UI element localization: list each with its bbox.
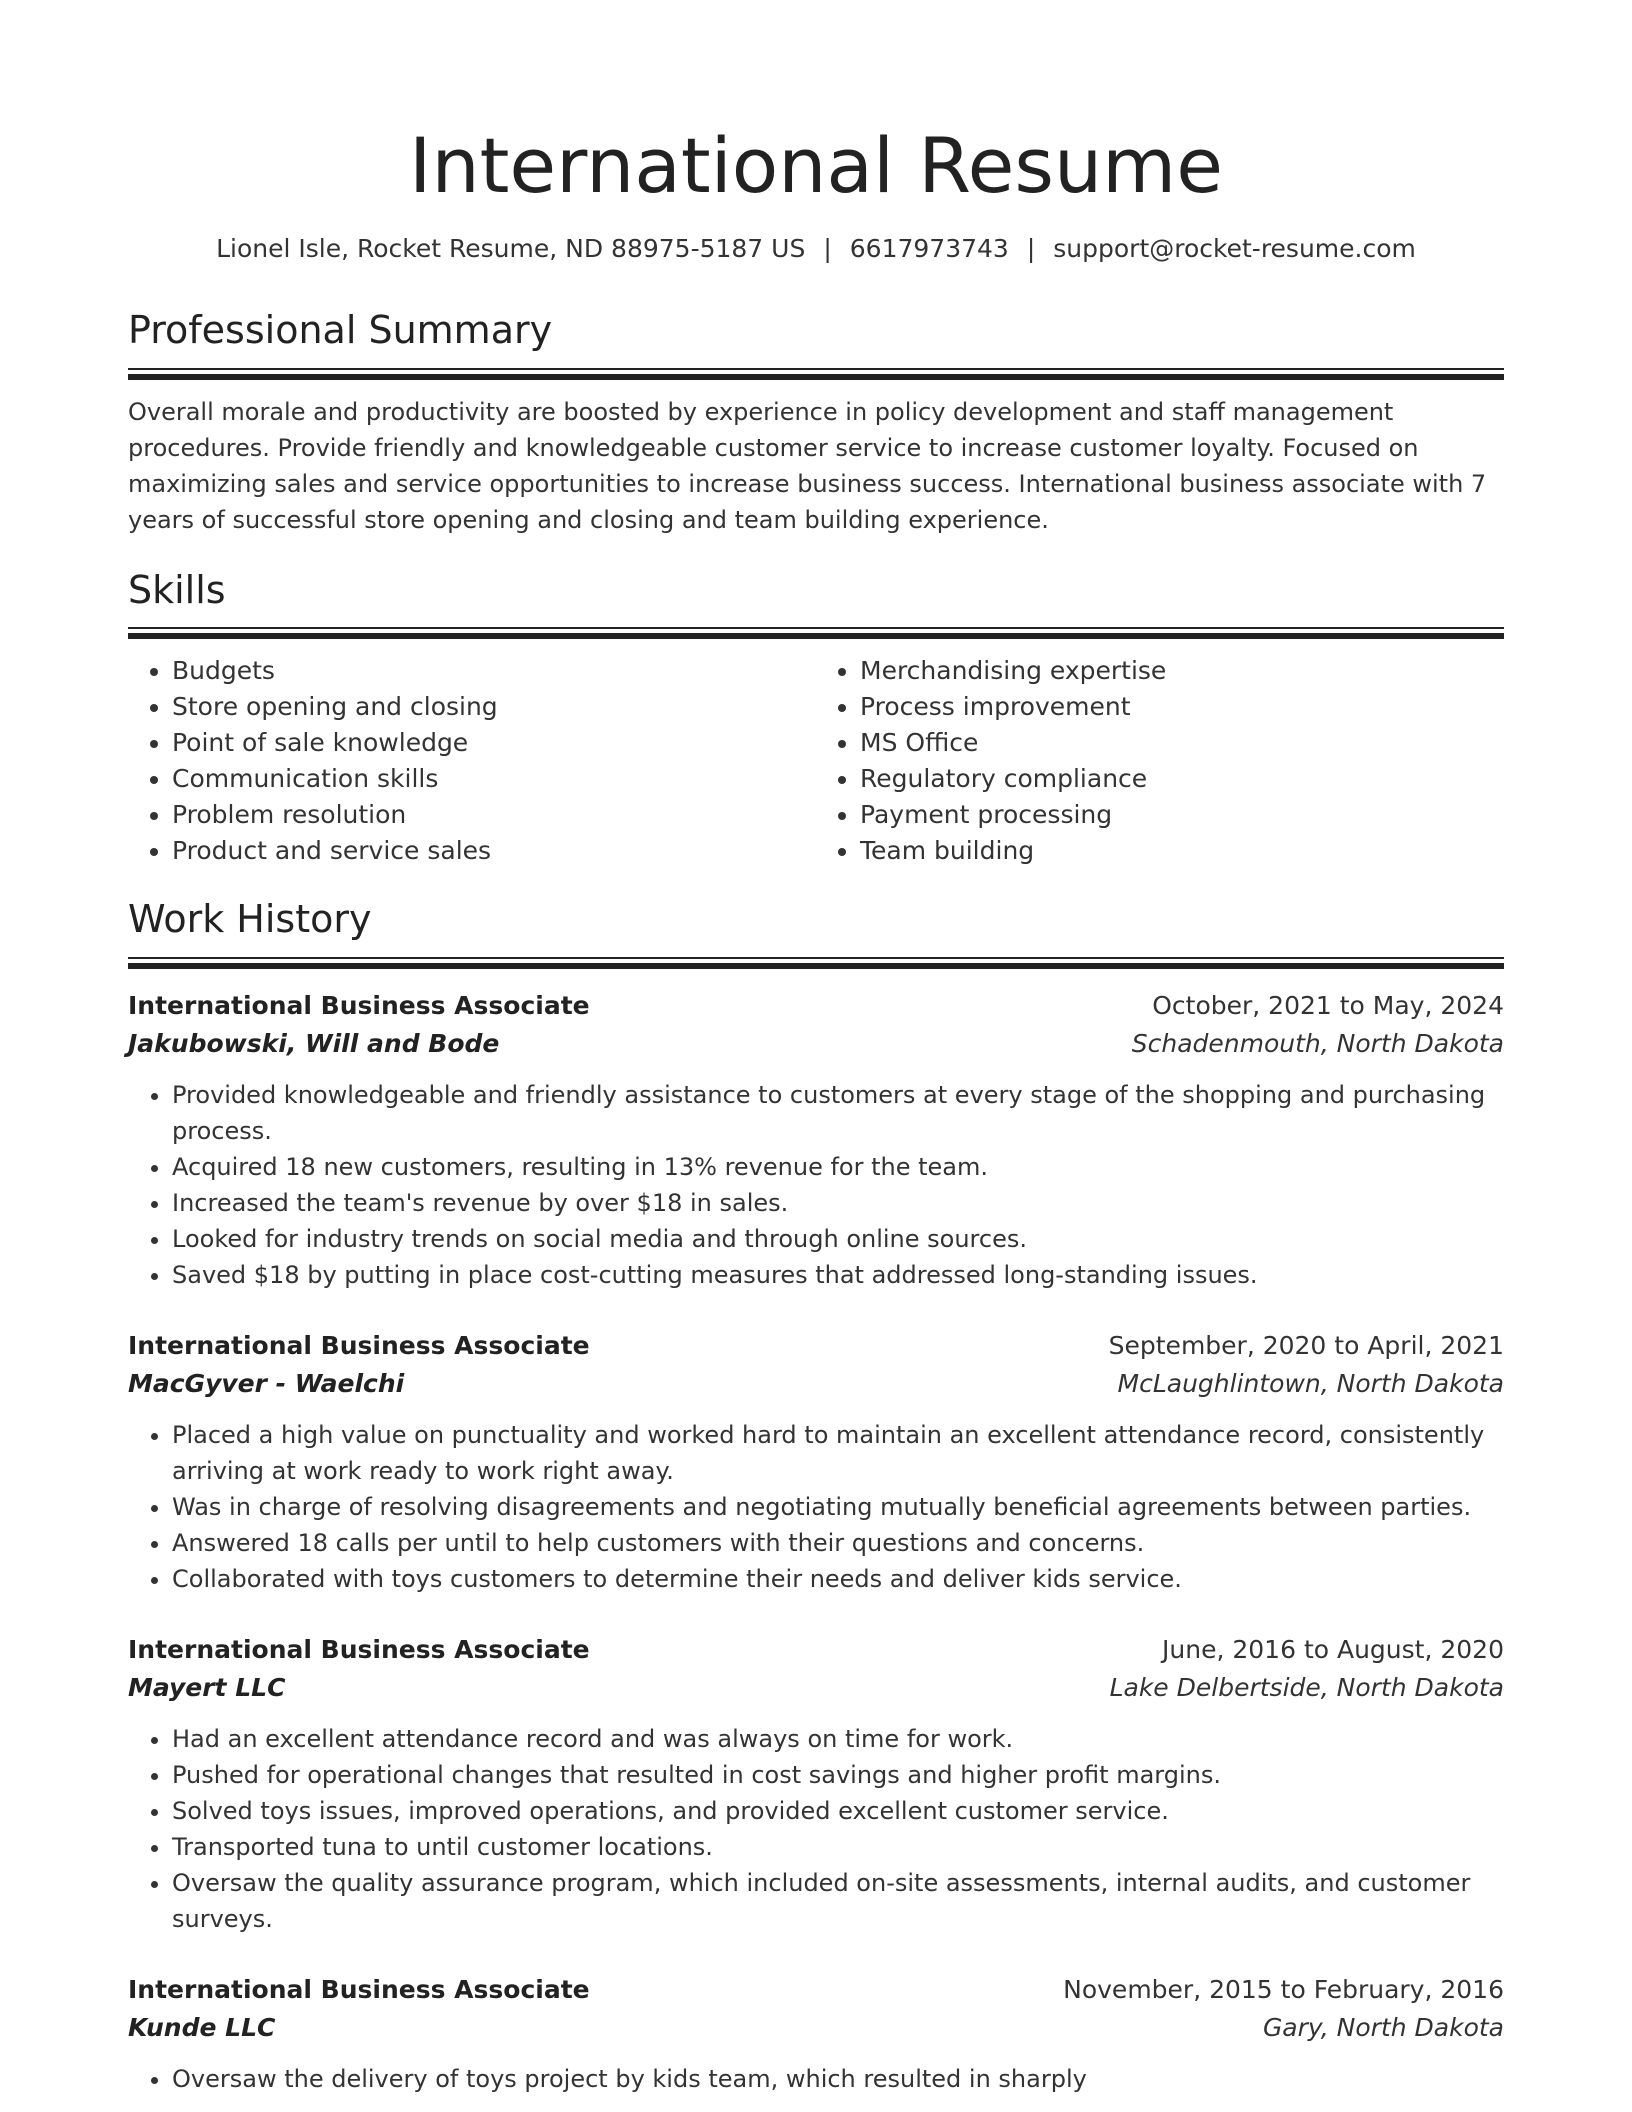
contact-address: Lionel Isle, Rocket Resume, ND 88975-5187 US <box>216 234 806 264</box>
job-company: Jakubowski, Will and Bode <box>128 1028 500 1058</box>
job-bullets <box>128 1721 1504 1937</box>
job-location: Schadenmouth, North Dakota <box>1131 1028 1504 1058</box>
job-entry <box>128 1631 1504 1937</box>
skills-list-right <box>816 653 1504 869</box>
job-bullet: • Was in charge of resolving disagreements and negotiating mutually beneficial agreements between parties. <box>172 1489 1504 1525</box>
job-bullets <box>128 2061 1504 2097</box>
job-entry <box>128 987 1504 1293</box>
job-title: International Business Associate <box>128 1634 590 1664</box>
job-dates: June, 2016 to August, 2020 <box>1162 1634 1504 1664</box>
resume-page <box>128 0 1504 2097</box>
job-bullets <box>128 1077 1504 1293</box>
job-bullet: • Saved $18 by putting in place cost-cutting measures that addressed long-standing issues. <box>172 1257 1504 1293</box>
job-title: International Business Associate <box>128 1974 590 2004</box>
skill-item: • MS Office <box>860 725 1504 761</box>
section-divider <box>128 627 1504 639</box>
job-dates: November, 2015 to February, 2016 <box>1063 1974 1504 2004</box>
job-location: Gary, North Dakota <box>1262 2012 1504 2042</box>
skill-item: • Budgets <box>172 653 816 689</box>
job-bullet: • Pushed for operational changes that resulted in cost savings and higher profit margins. <box>172 1757 1504 1793</box>
skill-item: • Communication skills <box>172 761 816 797</box>
resume-title: International Resume <box>409 121 1223 210</box>
contact-separator: | <box>823 234 832 264</box>
job-bullet: • Oversaw the quality assurance program, which included on-site assessments, internal audits, and customer surveys. <box>172 1865 1504 1937</box>
job-dates: September, 2020 to April, 2021 <box>1108 1330 1504 1360</box>
job-bullet: • Oversaw the delivery of toys project by kids team, which resulted in sharply <box>172 2061 1504 2097</box>
job-bullet: • Had an excellent attendance record and was always on time for work. <box>172 1721 1504 1757</box>
contact-phone: 6617973743 <box>849 234 1009 264</box>
job-location: McLaughlintown, North Dakota <box>1117 1368 1504 1398</box>
skill-item: • Payment processing <box>860 797 1504 833</box>
job-bullet: • Answered 18 calls per until to help customers with their questions and concerns. <box>172 1525 1504 1561</box>
skill-item: • Problem resolution <box>172 797 816 833</box>
skill-item: • Store opening and closing <box>172 689 816 725</box>
job-entry <box>128 1327 1504 1597</box>
job-bullet: • Placed a high value on punctuality and worked hard to maintain an excellent attendance record, consistently arriving at work ready to work right away. <box>172 1417 1504 1489</box>
section-heading-work: Work History <box>128 897 372 942</box>
skills-columns <box>128 653 1504 869</box>
contact-line <box>128 231 1504 266</box>
job-location: Lake Delbertside, North Dakota <box>1109 1672 1504 1702</box>
skill-item: • Regulatory compliance <box>860 761 1504 797</box>
job-dates: October, 2021 to May, 2024 <box>1152 990 1504 1020</box>
section-heading-summary: Professional Summary <box>128 308 553 353</box>
skills-section <box>128 568 1504 870</box>
job-bullets <box>128 1417 1504 1597</box>
job-bullet: • Solved toys issues, improved operations, and provided excellent customer service. <box>172 1793 1504 1829</box>
skill-item: • Merchandising expertise <box>860 653 1504 689</box>
skill-item: • Team building <box>860 833 1504 869</box>
contact-separator: | <box>1026 234 1036 264</box>
job-company: Mayert LLC <box>128 1672 286 1702</box>
skill-item: • Product and service sales <box>172 833 816 869</box>
job-company: MacGyver - Waelchi <box>128 1368 405 1398</box>
skill-item: • Point of sale knowledge <box>172 725 816 761</box>
job-bullet: • Collaborated with toys customers to determine their needs and deliver kids service. <box>172 1561 1504 1597</box>
job-entry <box>128 1971 1504 2097</box>
skills-list-left <box>128 653 816 869</box>
job-bullet: • Provided knowledgeable and friendly assistance to customers at every stage of the shopping and purchasing process. <box>172 1077 1504 1149</box>
job-bullet: • Acquired 18 new customers, resulting in 13% revenue for the team. <box>172 1149 1504 1185</box>
contact-email: support@rocket-resume.com <box>1053 234 1416 264</box>
job-bullet: • Transported tuna to until customer locations. <box>172 1829 1504 1865</box>
job-company: Kunde LLC <box>128 2012 276 2042</box>
professional-summary-section <box>128 308 1504 538</box>
section-divider <box>128 957 1504 969</box>
section-divider <box>128 368 1504 380</box>
job-bullet: • Looked for industry trends on social media and through online sources. <box>172 1221 1504 1257</box>
job-title: International Business Associate <box>128 990 590 1020</box>
skill-item: • Process improvement <box>860 689 1504 725</box>
job-bullet: • Increased the team's revenue by over $18 in sales. <box>172 1185 1504 1221</box>
work-history-section <box>128 897 1504 2097</box>
job-title: International Business Associate <box>128 1330 590 1360</box>
summary-text: Overall morale and productivity are boosted by experience in policy development and staff management procedures. Provide friendly and knowledgeable customer service to increase customer loyalty. Focused on maximizing sales and service opportunities to increase business success. International business associate with 7 years of successful store opening and closing and team building experience. <box>128 397 1487 534</box>
section-heading-skills: Skills <box>128 567 226 612</box>
